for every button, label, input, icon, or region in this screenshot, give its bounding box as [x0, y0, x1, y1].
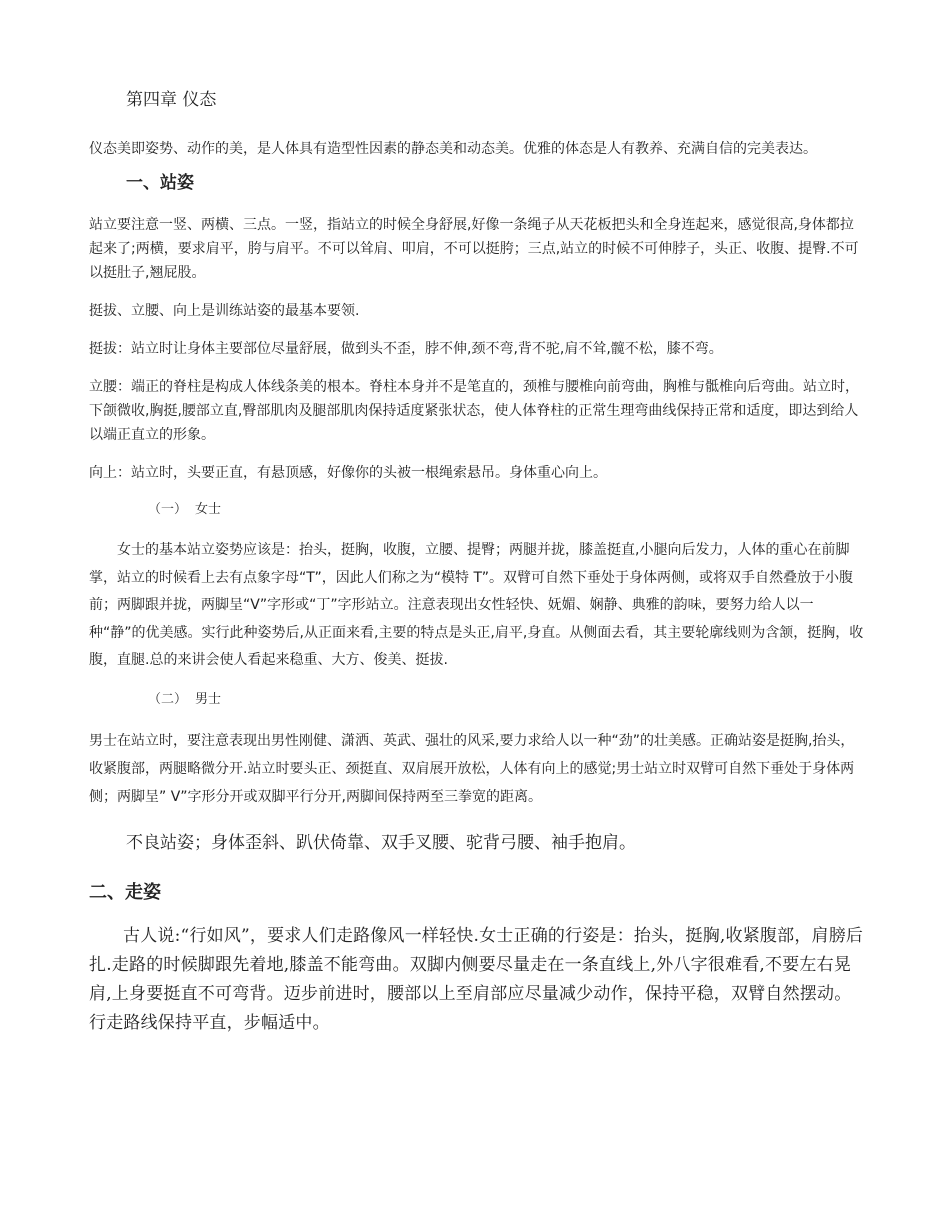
standing-paragraph-2: 挺拔、立腰、向上是训练站姿的最基本要领.	[89, 303, 360, 319]
section-heading-walking: 二、走姿	[89, 882, 161, 903]
intro-paragraph: 仪态美即姿势、动作的美，是人体具有造型性因素的静态美和动态美。优雅的体态是人有教养、充满自信的完美表达。	[89, 141, 817, 157]
standing-paragraph-4: 立腰：端正的脊柱是构成人体线条美的根本。脊柱本身并不是笔直的，颈椎与腰椎向前弯曲，胸椎与骶椎向后弯曲。站立时，下颌微收,胸挺,腰部立直,臀部肌肉及腿部肌肉保持适度紧张状态，使人体脊柱的正常生理弯曲线保持正常和适度，即达到给人以端正直立的形象。	[89, 379, 859, 443]
chapter-title: 第四章 仪态	[126, 90, 217, 110]
male-standing-paragraph: 男士在站立时，要注意表现出男性刚健、潇洒、英武、强壮的风采,要力求给人以一种“劲”的壮美感。正确站姿是挺胸,抬头，收紧腹部，两腿略微分开.站立时要头正、颈挺直、双肩展开放松，人体有向上的感觉;男士站立时双臂可自然下垂处于身体两侧；两脚呈” V”字形分开或双脚平行分开,两脚间保持两至三拳宽的距离。	[89, 733, 855, 805]
subsection-heading-female	[148, 499, 221, 521]
standing-paragraph-5: 向上：站立时，头要正直，有悬顶感，好像你的头被一根绳索悬吊。身体重心向上。	[89, 465, 607, 481]
standing-paragraph-1: 站立要注意一竖、两横、三点。一竖，指站立的时候全身舒展,好像一条绳子从天花板把头和全身连起来，感觉很高,身体都拉起来了;两横，要求肩平，胯与肩平。不可以耸肩、叩肩，不可以挺胯；三点,站立的时候不可伸脖子，头正、收腹、提臀.不可以挺肚子,翘屁股。	[89, 217, 859, 281]
section-heading-standing: 一、站姿	[126, 173, 194, 193]
bad-posture-line: 不良站姿；身体歪斜、趴伏倚靠、双手叉腰、驼背弓腰、袖手抱肩。	[126, 833, 636, 853]
female-standing-paragraph: 女士的基本站立姿势应该是：抬头，挺胸，收腹，立腰、提臀；两腿并拢，膝盖挺直,小腿向后发力，人体的重心在前脚掌，站立的时候看上去有点象字母“T”，因此人们称之为“模特 T”。双臂可自然下垂处于身体两侧，或将双手自然叠放于小腹前；两脚跟并拢，两脚呈“V”字形或“丁”字形站立。注意表现出女性轻快、妩媚、娴静、典雅的韵味，要努力给人以一种“静”的优美感。实行此种姿势后,从正面来看,主要的特点是头正,肩平,身直。从侧面去看，其主要轮廓线则为含颔，挺胸，收腹，直腿.总的来讲会使人看起来稳重、大方、俊美、挺拔.	[89, 542, 864, 668]
subsection-number: （一）	[148, 502, 188, 517]
subsection-label: 女士	[195, 502, 222, 517]
standing-paragraph-3: 挺拔：站立时让身体主要部位尽量舒展，做到头不歪，脖不伸,颈不弯,背不驼,肩不耸,髋不松，膝不弯。	[89, 341, 723, 357]
subsection-label: 男士	[195, 692, 222, 707]
subsection-heading-male	[148, 689, 221, 711]
walking-paragraph: 古人说:“行如风”，要求人们走路像风一样轻快.女士正确的行姿是：抬头，挺胸,收紧腹部，肩膀后扎.走路的时候脚跟先着地,膝盖不能弯曲。双脚内侧要尽量走在一条直线上,外八字很难看,不要左右晃肩,上身要挺直不可弯背。迈步前进时，腰部以上至肩部应尽量减少动作，保持平稳，双臂自然摆动。行走路线保持平直，步幅适中。	[89, 926, 864, 1033]
subsection-number: （二）	[148, 692, 188, 707]
